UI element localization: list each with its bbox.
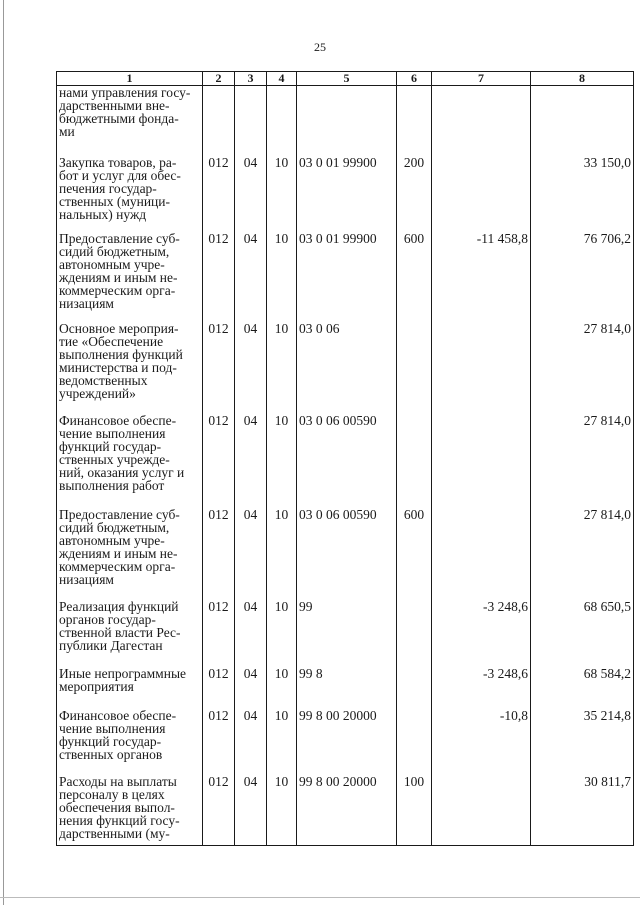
table-row: [57, 600, 634, 667]
cell-total-amount: 68 584,2: [531, 667, 634, 709]
cell-change-amount: [432, 414, 531, 508]
column-header-2: 2: [203, 72, 235, 86]
cell-expense-type: [397, 322, 432, 414]
cell-change-amount: [432, 86, 531, 156]
budget-table: [56, 71, 634, 846]
table-row: [57, 667, 634, 709]
cell-section: 04: [235, 600, 267, 667]
cell-total-amount: 35 214,8: [531, 709, 634, 775]
cell-change-amount: [432, 322, 531, 414]
cell-expense-type: [397, 86, 432, 156]
table-row: [57, 775, 634, 846]
cell-subsection: 10: [267, 156, 297, 232]
cell-target-article: 03 0 01 99900: [297, 156, 397, 232]
cell-change-amount: -10,8: [432, 709, 531, 775]
cell-subsection: 10: [267, 322, 297, 414]
cell-expense-type: [397, 667, 432, 709]
cell-subsection: 10: [267, 667, 297, 709]
page-number: 25: [314, 40, 326, 54]
column-header-7: 7: [432, 72, 531, 86]
cell-ministry-code: 012: [203, 322, 235, 414]
column-header-3: 3: [235, 72, 267, 86]
row-description: Финансовое обеспе- чение выполнения функций государ- ственных учрежде- ний, оказания услуг и выполнения работ: [57, 414, 203, 508]
cell-subsection: [267, 86, 297, 156]
cell-total-amount: 33 150,0: [531, 156, 634, 232]
cell-target-article: 99: [297, 600, 397, 667]
cell-target-article: 99 8 00 20000: [297, 709, 397, 775]
cell-expense-type: [397, 600, 432, 667]
cell-target-article: 99 8 00 20000: [297, 775, 397, 846]
table-row: [57, 86, 634, 156]
table-row: [57, 709, 634, 775]
cell-ministry-code: 012: [203, 709, 235, 775]
cell-change-amount: -3 248,6: [432, 667, 531, 709]
cell-expense-type: 600: [397, 232, 432, 322]
cell-section: 04: [235, 508, 267, 600]
cell-change-amount: [432, 775, 531, 846]
row-description: Закупка товаров, ра- бот и услуг для обес- печения государ- ственных (муници- нальных) нужд: [57, 156, 203, 232]
cell-ministry-code: [203, 86, 235, 156]
cell-ministry-code: 012: [203, 414, 235, 508]
cell-total-amount: 30 811,7: [531, 775, 634, 846]
cell-ministry-code: 012: [203, 508, 235, 600]
cell-change-amount: [432, 508, 531, 600]
cell-expense-type: [397, 414, 432, 508]
cell-total-amount: 76 706,2: [531, 232, 634, 322]
cell-expense-type: 600: [397, 508, 432, 600]
cell-target-article: 03 0 01 99900: [297, 232, 397, 322]
scan-edge-left: [3, 0, 4, 905]
cell-subsection: 10: [267, 414, 297, 508]
column-header-row: [57, 72, 634, 86]
cell-total-amount: 27 814,0: [531, 322, 634, 414]
cell-total-amount: 27 814,0: [531, 508, 634, 600]
row-description: Иные непрограммные мероприятия: [57, 667, 203, 709]
cell-expense-type: 100: [397, 775, 432, 846]
table-row: [57, 508, 634, 600]
column-header-4: 4: [267, 72, 297, 86]
cell-ministry-code: 012: [203, 156, 235, 232]
cell-target-article: 03 0 06: [297, 322, 397, 414]
cell-target-article: [297, 86, 397, 156]
row-description: Основное мероприя- тие «Обеспечение выполнения функций министерства и под- ведомственных учреждений»: [57, 322, 203, 414]
scan-edge-bottom: [0, 897, 640, 898]
cell-section: 04: [235, 322, 267, 414]
row-description: Расходы на выплаты персоналу в целях обеспечения выпол- нения функций госу- дарственными (му-: [57, 775, 203, 846]
cell-change-amount: -3 248,6: [432, 600, 531, 667]
cell-ministry-code: 012: [203, 775, 235, 846]
column-header-5: 5: [297, 72, 397, 86]
table-row: [57, 322, 634, 414]
cell-section: 04: [235, 667, 267, 709]
cell-change-amount: [432, 156, 531, 232]
cell-subsection: 10: [267, 232, 297, 322]
cell-total-amount: 27 814,0: [531, 414, 634, 508]
row-description: Предоставление суб- сидий бюджетным, автономным учре- ждениям и иным не- коммерческим орга- низациям: [57, 508, 203, 600]
cell-target-article: 99 8: [297, 667, 397, 709]
cell-section: 04: [235, 232, 267, 322]
cell-subsection: 10: [267, 775, 297, 846]
cell-section: 04: [235, 156, 267, 232]
cell-expense-type: [397, 709, 432, 775]
cell-ministry-code: 012: [203, 600, 235, 667]
row-description: Предоставление суб- сидий бюджетным, автономным учре- ждениям и иным не- коммерческим орга- низациям: [57, 232, 203, 322]
cell-change-amount: -11 458,8: [432, 232, 531, 322]
cell-section: 04: [235, 414, 267, 508]
row-description: нами управления госу- дарственными вне- бюджетными фонда- ми: [57, 86, 203, 156]
cell-subsection: 10: [267, 709, 297, 775]
column-header-6: 6: [397, 72, 432, 86]
cell-subsection: 10: [267, 508, 297, 600]
cell-total-amount: 68 650,5: [531, 600, 634, 667]
cell-ministry-code: 012: [203, 232, 235, 322]
cell-target-article: 03 0 06 00590: [297, 414, 397, 508]
row-description: Финансовое обеспе- чение выполнения функций государ- ственных органов: [57, 709, 203, 775]
table-row: [57, 414, 634, 508]
cell-target-article: 03 0 06 00590: [297, 508, 397, 600]
cell-section: [235, 86, 267, 156]
column-header-8: 8: [531, 72, 634, 86]
row-description: Реализация функций органов государ- ственной власти Рес- публики Дагестан: [57, 600, 203, 667]
cell-total-amount: [531, 86, 634, 156]
cell-ministry-code: 012: [203, 667, 235, 709]
cell-expense-type: 200: [397, 156, 432, 232]
table-row: [57, 156, 634, 232]
cell-section: 04: [235, 709, 267, 775]
table-row: [57, 232, 634, 322]
column-header-1: 1: [57, 72, 203, 86]
cell-subsection: 10: [267, 600, 297, 667]
cell-section: 04: [235, 775, 267, 846]
